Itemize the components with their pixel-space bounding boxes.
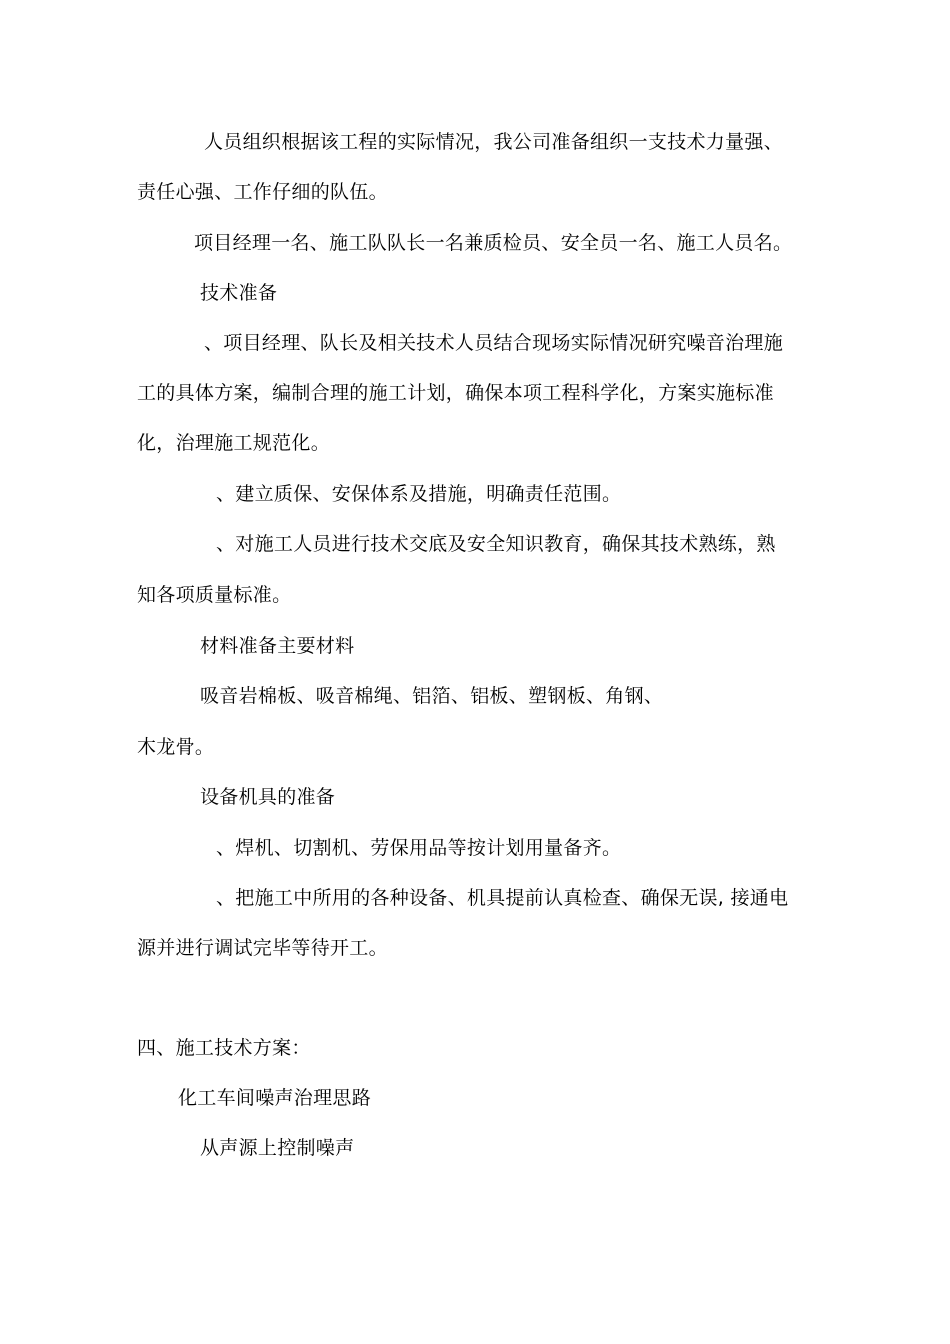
paragraph-line: 、把施工中所用的各种设备、机具提前认真检查、确保无误, 接通电 [216,887,789,909]
paragraph-line: 吸音岩棉板、吸音棉绳、铝箔、铝板、塑钢板、角钢、 [200,685,664,707]
paragraph-line: 木龙骨。 [137,736,215,758]
paragraph-line: 、项目经理、队长及相关技术人员结合现场实际情况研究噪音治理施 [204,332,784,354]
paragraph-line: 工的具体方案，编制合理的施工计划，确保本项工程科学化，方案实施标准 [137,382,774,404]
section-heading: 化工车间噪声治理思路 [178,1087,372,1109]
paragraph-line: 责任心强、工作仔细的队伍。 [137,181,388,203]
paragraph-line: 知各项质量标准。 [137,584,292,606]
chapter-heading: 四、施工技术方案： [137,1037,311,1059]
paragraph-line: 、建立质保、安保体系及措施，明确责任范围。 [216,483,622,505]
section-heading: 技术准备 [200,282,278,304]
section-heading: 从声源上控制噪声 [200,1137,355,1159]
paragraph-line: 化，治理施工规范化。 [137,432,331,454]
paragraph-line: 人员组织根据该工程的实际情况，我公司准备组织一支技术力量强、 [204,131,784,153]
paragraph-line: 源并进行调试完毕等待开工。 [137,937,388,959]
section-heading: 设备机具的准备 [200,786,336,808]
paragraph-line: 、焊机、切割机、劳保用品等按计划用量备齐。 [216,837,622,859]
paragraph-line: 项目经理一名、施工队队长一名兼质检员、安全员一名、施工人员名。 [194,232,793,254]
section-heading: 材料准备主要材料 [200,635,355,657]
paragraph-line: 、对施工人员进行技术交底及安全知识教育，确保其技术熟练，熟 [216,533,776,555]
